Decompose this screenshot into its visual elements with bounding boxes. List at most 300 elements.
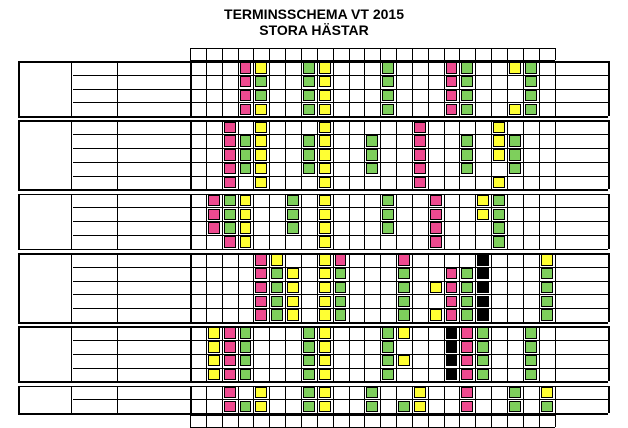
schedule-cell xyxy=(446,76,458,87)
schedule-cell xyxy=(509,62,521,73)
schedule-cell xyxy=(461,90,473,101)
grid-line xyxy=(380,120,381,189)
grid-line xyxy=(444,48,445,60)
grid-line xyxy=(18,386,608,388)
schedule-cell xyxy=(303,90,315,101)
schedule-cell xyxy=(461,135,473,146)
schedule-cell xyxy=(430,282,442,293)
grid-line xyxy=(380,326,381,381)
grid-line xyxy=(364,120,365,189)
schedule-cell xyxy=(224,236,236,247)
schedule-cell xyxy=(240,62,252,73)
grid-line xyxy=(396,253,397,322)
schedule-cell xyxy=(319,341,331,352)
schedule-cell xyxy=(303,369,315,380)
grid-line xyxy=(444,326,445,381)
schedule-cell xyxy=(287,209,299,220)
grid-line xyxy=(18,322,608,324)
schedule-cell xyxy=(493,135,505,146)
grid-line xyxy=(18,326,20,381)
schedule-cell xyxy=(224,369,236,380)
grid-line xyxy=(117,61,118,116)
grid-line xyxy=(459,415,460,427)
grid-line xyxy=(190,194,192,249)
schedule-cell xyxy=(461,309,473,320)
schedule-cell xyxy=(240,327,252,338)
schedule-cell xyxy=(303,327,315,338)
grid-line xyxy=(73,75,608,76)
grid-line xyxy=(412,253,413,322)
grid-line xyxy=(412,386,413,414)
schedule-cell xyxy=(271,254,283,265)
grid-line xyxy=(269,386,270,414)
grid-line xyxy=(507,415,508,427)
schedule-cell xyxy=(525,369,537,380)
schedule-cell xyxy=(541,296,553,307)
schedule-cell xyxy=(319,296,331,307)
schedule-cell xyxy=(240,195,252,206)
grid-line xyxy=(491,194,492,249)
grid-line xyxy=(317,61,318,116)
schedule-cell xyxy=(509,135,521,146)
grid-line xyxy=(317,120,318,189)
grid-line xyxy=(206,386,207,414)
grid-line xyxy=(190,326,192,381)
grid-line xyxy=(555,386,556,414)
grid-line xyxy=(190,253,192,322)
grid-line xyxy=(73,267,608,268)
grid-line xyxy=(238,48,239,60)
grid-line xyxy=(396,120,397,189)
grid-line xyxy=(269,326,270,381)
grid-line xyxy=(523,326,524,381)
schedule-cell xyxy=(303,62,315,73)
schedule-cell xyxy=(319,236,331,247)
schedule-cell xyxy=(382,355,394,366)
schedule-cell xyxy=(271,282,283,293)
schedule-cell xyxy=(493,177,505,188)
grid-line xyxy=(117,120,118,189)
grid-line xyxy=(317,253,318,322)
grid-line xyxy=(539,326,540,381)
schedule-cell xyxy=(240,369,252,380)
grid-line xyxy=(491,120,492,189)
schedule-cell xyxy=(461,369,473,380)
schedule-cell xyxy=(398,268,410,279)
schedule-cell xyxy=(240,163,252,174)
grid-line xyxy=(428,386,429,414)
grid-line xyxy=(18,189,608,191)
grid-line xyxy=(459,48,460,60)
grid-line xyxy=(73,89,608,90)
schedule-cell xyxy=(461,149,473,160)
grid-line xyxy=(539,386,540,414)
schedule-cell xyxy=(319,282,331,293)
schedule-cell xyxy=(335,309,347,320)
grid-line xyxy=(412,61,413,116)
grid-line xyxy=(301,253,302,322)
schedule-cell xyxy=(382,327,394,338)
grid-line xyxy=(73,235,608,236)
schedule-cell xyxy=(493,222,505,233)
schedule-cell xyxy=(446,104,458,115)
grid-line xyxy=(71,253,72,322)
grid-line xyxy=(206,61,207,116)
grid-line xyxy=(253,194,254,249)
grid-line xyxy=(459,61,460,116)
schedule-cell xyxy=(414,122,426,133)
schedule-cell xyxy=(319,62,331,73)
grid-line xyxy=(73,308,608,309)
grid-line xyxy=(269,253,270,322)
grid-line xyxy=(238,61,239,116)
schedule-cell xyxy=(224,135,236,146)
grid-line xyxy=(349,386,350,414)
schedule-cell xyxy=(477,195,489,206)
grid-line xyxy=(444,194,445,249)
grid-line xyxy=(206,120,207,189)
schedule-cell xyxy=(541,309,553,320)
grid-line xyxy=(18,194,608,196)
schedule-cell xyxy=(461,296,473,307)
schedule-cell xyxy=(541,282,553,293)
grid-line xyxy=(539,61,540,116)
grid-line xyxy=(507,194,508,249)
grid-line xyxy=(73,176,608,177)
schedule-cell xyxy=(271,268,283,279)
grid-line xyxy=(333,326,334,381)
grid-line xyxy=(190,120,192,189)
grid-line xyxy=(507,386,508,414)
schedule-cell xyxy=(319,149,331,160)
schedule-cell xyxy=(255,309,267,320)
grid-line xyxy=(364,253,365,322)
grid-line xyxy=(301,120,302,189)
grid-line xyxy=(206,48,207,60)
schedule-cell xyxy=(240,401,252,412)
grid-line xyxy=(333,415,334,427)
schedule-cell xyxy=(319,163,331,174)
grid-line xyxy=(285,194,286,249)
grid-line xyxy=(412,326,413,381)
schedule-cell xyxy=(446,309,458,320)
grid-line xyxy=(73,354,608,355)
grid-line xyxy=(491,61,492,116)
schedule-cell xyxy=(319,209,331,220)
grid-line xyxy=(475,48,476,60)
schedule-cell xyxy=(477,268,489,279)
schedule-cell xyxy=(430,236,442,247)
grid-line xyxy=(238,194,239,249)
schedule-cell xyxy=(255,401,267,412)
grid-line xyxy=(71,194,72,249)
schedule-cell xyxy=(303,135,315,146)
schedule-cell xyxy=(509,104,521,115)
schedule-cell xyxy=(255,149,267,160)
grid-line xyxy=(117,194,118,249)
schedule-cell xyxy=(287,282,299,293)
grid-line xyxy=(73,207,608,208)
grid-line xyxy=(222,326,223,381)
grid-line xyxy=(301,48,302,60)
grid-line xyxy=(285,48,286,60)
schedule-cell xyxy=(509,149,521,160)
grid-line xyxy=(253,386,254,414)
schedule-cell xyxy=(271,309,283,320)
grid-line xyxy=(608,326,610,381)
schedule-cell xyxy=(366,163,378,174)
schedule-cell xyxy=(255,122,267,133)
grid-line xyxy=(491,415,492,427)
schedule-cell xyxy=(414,177,426,188)
grid-line xyxy=(269,48,270,60)
grid-line xyxy=(364,415,365,427)
grid-line xyxy=(491,386,492,414)
grid-line xyxy=(285,386,286,414)
grid-line xyxy=(301,194,302,249)
schedule-cell xyxy=(287,296,299,307)
grid-line xyxy=(444,386,445,414)
grid-line xyxy=(523,48,524,60)
grid-line xyxy=(396,194,397,249)
schedule-cell xyxy=(493,195,505,206)
grid-line xyxy=(507,61,508,116)
grid-line xyxy=(523,386,524,414)
schedule-cell xyxy=(382,90,394,101)
grid-line xyxy=(333,61,334,116)
schedule-cell xyxy=(319,135,331,146)
schedule-cell xyxy=(446,296,458,307)
grid-line xyxy=(539,415,540,427)
grid-line xyxy=(317,194,318,249)
grid-line xyxy=(444,61,445,116)
grid-line xyxy=(18,61,20,116)
grid-line xyxy=(349,326,350,381)
grid-line xyxy=(539,194,540,249)
schedule-cell xyxy=(287,195,299,206)
schedule-cell xyxy=(414,387,426,398)
schedule-cell xyxy=(224,195,236,206)
schedule-cell xyxy=(461,76,473,87)
schedule-cell xyxy=(430,195,442,206)
grid-line xyxy=(18,253,20,322)
schedule-cell xyxy=(224,122,236,133)
schedule-cell xyxy=(255,282,267,293)
schedule-cell xyxy=(414,401,426,412)
schedule-cell xyxy=(461,268,473,279)
grid-line xyxy=(412,194,413,249)
schedule-cell xyxy=(208,195,220,206)
schedule-cell xyxy=(477,296,489,307)
schedule-cell xyxy=(319,355,331,366)
schedule-cell xyxy=(287,222,299,233)
grid-line xyxy=(475,120,476,189)
schedule-cell xyxy=(541,254,553,265)
grid-line xyxy=(253,415,254,427)
grid-line xyxy=(222,415,223,427)
grid-line xyxy=(285,415,286,427)
schedule-cell xyxy=(525,76,537,87)
grid-line xyxy=(206,415,207,427)
grid-line xyxy=(428,415,429,427)
schedule-cell xyxy=(366,135,378,146)
grid-line xyxy=(380,48,381,60)
grid-line xyxy=(73,221,608,222)
grid-line xyxy=(428,194,429,249)
grid-line xyxy=(475,194,476,249)
grid-line xyxy=(73,340,608,341)
schedule-cell xyxy=(461,341,473,352)
grid-line xyxy=(18,61,608,63)
schedule-cell xyxy=(461,163,473,174)
schedule-cell xyxy=(366,387,378,398)
grid-line xyxy=(71,326,72,381)
grid-line xyxy=(475,253,476,322)
schedule-cell xyxy=(414,135,426,146)
grid-line xyxy=(269,194,270,249)
grid-line xyxy=(491,48,492,60)
grid-line xyxy=(301,386,302,414)
grid-line xyxy=(73,134,608,135)
schedule-cell xyxy=(366,401,378,412)
grid-line xyxy=(18,381,608,383)
schedule-cell xyxy=(461,401,473,412)
grid-line xyxy=(190,415,191,427)
grid-line xyxy=(317,386,318,414)
schedule-cell xyxy=(224,149,236,160)
schedule-cell xyxy=(224,222,236,233)
schedule-cell xyxy=(446,341,458,352)
schedule-cell xyxy=(493,122,505,133)
grid-line xyxy=(364,326,365,381)
schedule-cell xyxy=(240,104,252,115)
grid-line xyxy=(523,61,524,116)
schedule-cell xyxy=(382,76,394,87)
schedule-cell xyxy=(509,163,521,174)
schedule-cell xyxy=(446,268,458,279)
schedule-cell xyxy=(430,309,442,320)
schedule-cell xyxy=(287,309,299,320)
schedule-cell xyxy=(446,62,458,73)
schedule-cell xyxy=(541,401,553,412)
grid-line xyxy=(428,120,429,189)
grid-line xyxy=(523,194,524,249)
grid-line xyxy=(507,326,508,381)
schedule-cell xyxy=(382,104,394,115)
grid-line xyxy=(459,194,460,249)
grid-line xyxy=(117,253,118,322)
grid-line xyxy=(396,61,397,116)
schedule-cell xyxy=(319,387,331,398)
schedule-cell xyxy=(525,62,537,73)
schedule-cell xyxy=(319,122,331,133)
grid-line xyxy=(333,120,334,189)
schedule-cell xyxy=(382,62,394,73)
grid-line xyxy=(555,120,556,189)
grid-line xyxy=(555,415,556,427)
schedule-cell xyxy=(382,222,394,233)
grid-line xyxy=(269,61,270,116)
grid-line xyxy=(396,415,397,427)
schedule-cell xyxy=(303,355,315,366)
grid-line xyxy=(428,326,429,381)
schedule-cell xyxy=(414,149,426,160)
schedule-cell xyxy=(477,254,489,265)
schedule-cell xyxy=(525,90,537,101)
grid-line xyxy=(459,120,460,189)
grid-line xyxy=(253,61,254,116)
schedule-cell xyxy=(446,282,458,293)
grid-line xyxy=(73,399,608,400)
grid-line xyxy=(253,253,254,322)
schedule-cell xyxy=(493,209,505,220)
grid-line xyxy=(349,253,350,322)
grid-line xyxy=(73,148,608,149)
schedule-cell xyxy=(335,282,347,293)
grid-line xyxy=(18,386,20,414)
grid-line xyxy=(190,48,191,60)
schedule-cell xyxy=(398,254,410,265)
grid-line xyxy=(555,61,556,116)
schedule-cell xyxy=(240,209,252,220)
schedule-cell xyxy=(461,355,473,366)
schedule-cell xyxy=(319,254,331,265)
schedule-cell xyxy=(541,268,553,279)
grid-line xyxy=(523,253,524,322)
grid-line xyxy=(555,326,556,381)
grid-line xyxy=(364,386,365,414)
grid-line xyxy=(523,120,524,189)
grid-line xyxy=(18,253,608,255)
grid-line xyxy=(608,386,610,414)
grid-line xyxy=(459,253,460,322)
grid-line xyxy=(349,194,350,249)
grid-line xyxy=(301,415,302,427)
grid-line xyxy=(71,120,72,189)
page-title: TERMINSSCHEMA VT 2015 xyxy=(224,6,404,22)
schedule-cell xyxy=(382,369,394,380)
grid-line xyxy=(73,162,608,163)
schedule-cell xyxy=(319,222,331,233)
schedule-cell xyxy=(319,90,331,101)
schedule-cell xyxy=(303,163,315,174)
schedule-cell xyxy=(255,76,267,87)
schedule-cell xyxy=(208,341,220,352)
schedule-cell xyxy=(319,309,331,320)
schedule-cell xyxy=(319,195,331,206)
grid-line xyxy=(364,61,365,116)
grid-line xyxy=(73,294,608,295)
grid-line xyxy=(380,253,381,322)
grid-line xyxy=(190,48,555,49)
schedule-cell xyxy=(477,341,489,352)
grid-line xyxy=(523,415,524,427)
grid-line xyxy=(18,116,608,118)
schedule-cell xyxy=(446,327,458,338)
grid-line xyxy=(222,120,223,189)
grid-line xyxy=(317,326,318,381)
schedule-cell xyxy=(430,222,442,233)
grid-line xyxy=(285,326,286,381)
schedule-cell xyxy=(224,401,236,412)
grid-line xyxy=(444,120,445,189)
schedule-cell xyxy=(477,369,489,380)
schedule-cell xyxy=(208,369,220,380)
schedule-cell xyxy=(477,355,489,366)
grid-line xyxy=(444,415,445,427)
grid-line xyxy=(396,386,397,414)
grid-line xyxy=(238,386,239,414)
